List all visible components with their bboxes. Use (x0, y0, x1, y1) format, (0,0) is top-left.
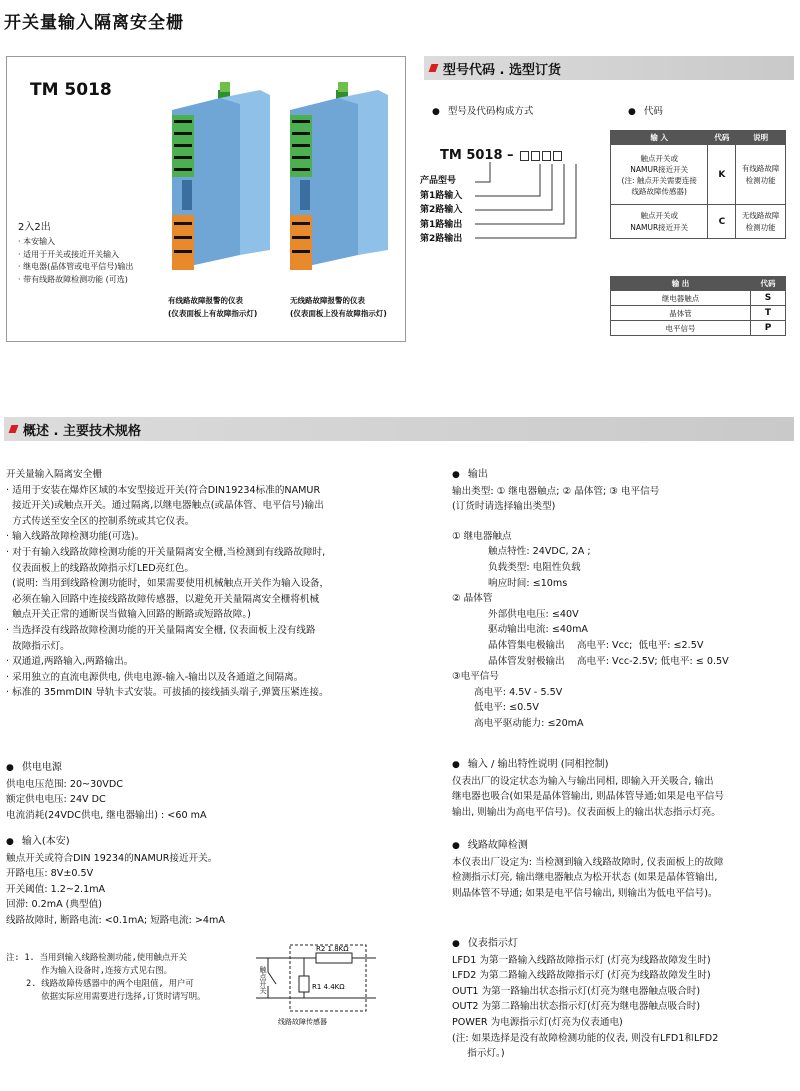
feature-item: · 继电器(晶体管或电平信号)输出 (18, 262, 134, 271)
code-label: 第1路输出 (420, 219, 463, 230)
code-cell: K (708, 145, 736, 205)
overview-line: 故障指示灯。 (6, 640, 70, 652)
fault-block (452, 838, 796, 901)
input-line: 开路电压: 8V±0.5V (6, 868, 94, 880)
input-heading: ● 输入(本安) (6, 834, 416, 851)
table-row (611, 145, 786, 205)
code-label: 第1路输入 (420, 190, 463, 201)
transistor-line: 驱动输出电流: ≤40mA (488, 624, 588, 636)
input-line: 触点开关或符合DIN 19234的NAMUR接近开关。 (6, 852, 218, 864)
device-without-fault-led (290, 82, 388, 270)
led-line: OUT2 为第二路输出状态指示灯(灯亮为继电器触点吸合时) (452, 1001, 701, 1013)
output-cell: 晶体管 (611, 306, 751, 321)
overview-line: 接近开关)或触点开关。通过隔离,以继电器触点(或晶体管、电平信号)输出 (6, 500, 324, 512)
io-heading: ● 输入 / 输出特性说明 (同相控制) (452, 757, 796, 774)
note-line: 作为输入设备时,连接方式见右图。 (6, 965, 172, 975)
output-cell: 继电器触点 (611, 291, 751, 306)
feature-list (18, 236, 133, 286)
output-table-header: 代码 (751, 277, 786, 291)
overview-line: · 对于有输入线路故障检测功能的开关量隔离安全栅,当检测到有线路故障时, (6, 546, 326, 558)
output-line: 输出类型: ① 继电器触点; ② 晶体管; ③ 电平信号 (452, 485, 660, 497)
note-block (6, 951, 256, 1003)
level-line: 低电平: ≤0.5V (474, 702, 539, 714)
table-row (611, 205, 786, 239)
output-line: (订货时请选择输出类型) (452, 501, 556, 513)
input-line: 线路故障时, 断路电流: <0.1mA; 短路电流: >4mA (6, 914, 225, 926)
note-line: 注: 1. 当用到输入线路检测功能,使用触点开关 (6, 952, 188, 962)
code-cell: P (751, 321, 786, 336)
led-line: 指示灯。) (452, 1048, 505, 1060)
ordering-section-title: 型号代码 . 选型订货 (443, 62, 561, 78)
input-line: 开关阈值: 1.2~2.1mA (6, 883, 106, 895)
io-block (452, 757, 796, 820)
power-block (6, 760, 416, 823)
caption-with-fault: 有线路故障报警的仪表 (仪表面板上有故障指示灯) (168, 296, 258, 318)
io-line: 继电器也吸合(如果是晶体管输出, 则晶体管导通;如果是电平信号 (452, 791, 725, 803)
overview-line: · 标准的 35mmDIN 导轨卡式安装。可拔插的接线插头端子,弹簧压紧连接。 (6, 687, 329, 699)
level-title: ③电平信号 (452, 671, 499, 683)
output-cell: 电平信号 (611, 321, 751, 336)
feature-item: · 适用于开关或接近开关输入 (18, 249, 120, 259)
output-table-header: 输 出 (611, 277, 751, 291)
ordering-section-bar (424, 56, 794, 80)
power-heading: ● 供电电源 (6, 760, 416, 777)
specs-section-bar (4, 417, 794, 441)
transistor-line: 晶体管集电极输出 高电平: Vcc; 低电平: ≤2.5V (488, 639, 704, 651)
overview-line: · 当选择没有线路故障检测功能的开关量隔离安全栅, 仪表面板上没有线路 (6, 624, 316, 636)
transistor-line: 外部供电电压: ≤40V (488, 608, 579, 620)
input-cell: 触点开关或 NAMUR接近开关 (611, 205, 708, 239)
code-box-1 (520, 151, 529, 161)
caption-without-fault: 无线路故障报警的仪表 (仪表面板上没有故障指示灯) (290, 296, 387, 318)
relay-line: 负载类型: 电阻性负载 (488, 561, 581, 573)
note-line: 2. 线路故障传感器中的两个电阻值, 用户可 (6, 978, 194, 988)
relay-title: ① 继电器触点 (452, 530, 512, 542)
led-line: LFD2 为第二路输入线路故障指示灯 (灯亮为线路故障发生时) (452, 970, 711, 982)
r2-label: R2 1.8KΩ (316, 945, 349, 953)
ordering-right-heading: ● 代码 (628, 103, 663, 117)
led-line: POWER 为电源指示灯(灯亮为仪表通电) (452, 1016, 623, 1028)
specs-section-title: 概述 . 主要技术规格 (23, 423, 141, 439)
output-heading: ● 输出 (452, 467, 796, 484)
io-title: 2入2出 (18, 222, 51, 233)
relay-line: 触点特性: 24VDC, 2A ; (488, 546, 591, 558)
overview-line: 方式传送至安全区的控制系统或其它仪表。 (6, 515, 195, 527)
ordering-left-heading: ● 型号及代码构成方式 (432, 103, 533, 117)
io-line: 输出, 则输出为高电平信号)。仪表面板上的输出状态指示灯亮。 (452, 806, 721, 818)
fault-line: 则晶体管不导通; 如果是电平信号输出, 则输出为低电平信号)。 (452, 887, 718, 899)
relay-line: 响应时间: ≤10ms (488, 577, 568, 589)
code-cell: T (751, 306, 786, 321)
overview-line: 必须在输入回路中连接线路故障传感器，以避免开关量隔离安全栅将机械 (6, 593, 320, 605)
page-title: 开关量输入隔离安全栅 (4, 13, 184, 33)
model-code-prefix: TM 5018 – (440, 148, 514, 163)
feature-item: · 本安输入 (18, 237, 56, 246)
input-code-table (610, 130, 786, 239)
table-row (611, 306, 786, 321)
led-line: OUT1 为第一路输出状态指示灯(灯亮为继电器触点吸合时) (452, 985, 701, 997)
product-model: TM 5018 (30, 80, 112, 100)
device-illustrations (160, 80, 400, 295)
output-block (452, 467, 796, 732)
r1-label: R1 4.4KΩ (312, 983, 345, 991)
power-line: 额定供电电压: 24V DC (6, 794, 106, 806)
section-flag-icon (9, 425, 19, 433)
input-cell: 触点开关或 NAMUR接近开关 (注: 触点开关需要连接 线路故障传感器) (611, 145, 708, 205)
level-line: 高电平: 4.5V - 5.5V (474, 686, 563, 698)
power-line: 电流消耗(24VDC供电, 继电器输出) : <60 mA (6, 809, 207, 821)
fault-heading: ● 线路故障检测 (452, 838, 796, 855)
overview-block (6, 467, 416, 701)
code-label: 产品型号 (420, 176, 457, 186)
code-cell: C (708, 205, 736, 239)
led-line: LFD1 为第一路输入线路故障指示灯 (灯亮为线路故障发生时) (452, 954, 711, 966)
overview-line: · 采用独立的直流电源供电, 供电电源-输入-输出以及各通道之间隔离。 (6, 671, 304, 683)
led-heading: ● 仪表指示灯 (452, 936, 796, 953)
overview-title: 开关量输入隔离安全栅 (6, 469, 102, 480)
overview-line: 仪表面板上的线路故障指示灯LED亮红色。 (6, 562, 194, 574)
device-with-fault-led (172, 82, 270, 270)
fault-sensor-diagram (256, 940, 384, 1030)
diagram-caption: 线路故障传感器 (278, 1018, 327, 1026)
led-line: (注: 如果选择是没有故障检测功能的仪表, 则没有LFD1和LFD2 (452, 1032, 719, 1044)
input-table-header: 输 入 (611, 131, 708, 145)
input-block (6, 834, 416, 929)
code-label: 第2路输入 (420, 205, 463, 215)
code-labels (420, 174, 462, 247)
desc-cell: 有线路故障 检测功能 (736, 145, 786, 205)
table-row (611, 291, 786, 306)
overview-line: 触点开关正常的通断误当做输入回路的断路或短路故障。) (6, 609, 251, 621)
level-line: 高电平驱动能力: ≤20mA (474, 717, 584, 729)
overview-line: · 适用于安装在爆炸区域的本安型接近开关(符合DIN19234标准的NAMUR (6, 484, 321, 496)
overview-line: · 双通道,两路输入,两路输出。 (6, 656, 134, 668)
feature-item: · 带有线路故障检测功能 (可选) (18, 274, 128, 284)
note-line: 依据实际应用需要进行选择,订货时请写明。 (6, 991, 206, 1001)
fault-line: 检测指示灯亮, 输出继电器触点为松开状态 (如果是晶体管输出, (452, 872, 718, 884)
transistor-title: ② 晶体管 (452, 593, 493, 605)
output-code-table (610, 276, 786, 336)
overview-line: · 输入线路故障检测功能(可选)。 (6, 531, 145, 543)
code-leader-lines (470, 160, 590, 260)
overview-line: (说明: 当用到线路检测功能时，如果需要使用机械触点开关作为输入设备， (6, 578, 330, 590)
switch-label: 触点开关 (259, 966, 267, 994)
code-box-3 (542, 151, 551, 161)
input-table-header: 代码 (708, 131, 736, 145)
input-line: 回滞: 0.2mA (典型值) (6, 899, 102, 911)
led-block (452, 936, 796, 1062)
input-table-header: 说明 (736, 131, 786, 145)
table-row (611, 321, 786, 336)
io-line: 仪表出厂的设定状态为输入与输出同相, 即输入开关吸合, 输出 (452, 775, 714, 787)
power-line: 供电电压范围: 20~30VDC (6, 778, 123, 790)
code-box-2 (531, 151, 540, 161)
section-flag-icon (429, 64, 439, 72)
fault-line: 本仪表出厂设定为: 当检测到输入线路故障时, 仪表面板上的故障 (452, 856, 724, 868)
code-cell: S (751, 291, 786, 306)
code-box-4 (553, 151, 562, 161)
code-label: 第2路输出 (420, 234, 463, 244)
desc-cell: 无线路故障 检测功能 (736, 205, 786, 239)
transistor-line: 晶体管发射极输出 高电平: Vcc-2.5V; 低电平: ≤ 0.5V (488, 655, 729, 667)
